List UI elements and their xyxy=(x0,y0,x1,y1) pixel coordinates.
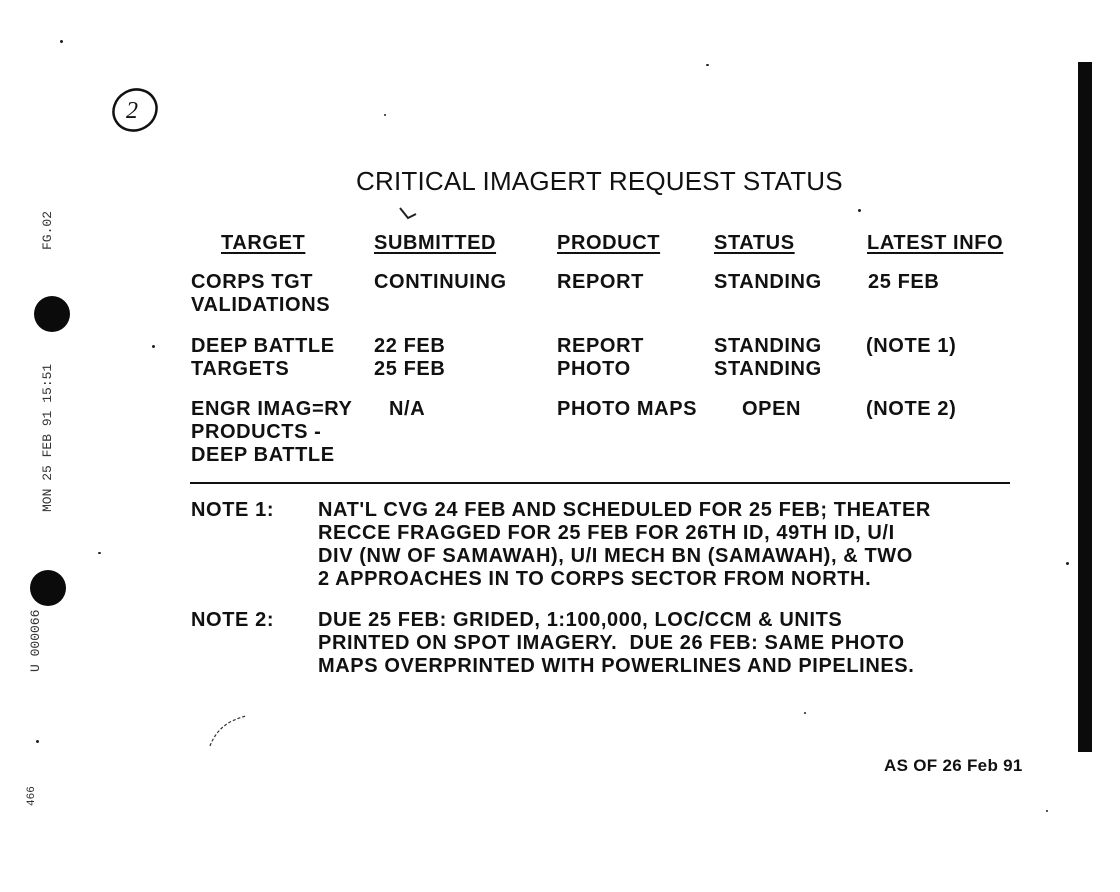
row2-product-line1: REPORT xyxy=(557,335,644,357)
page-code-stamp: FG.02 xyxy=(40,210,55,250)
page-mark-text: 2 xyxy=(126,98,138,124)
note1-label: NOTE 1: xyxy=(191,499,275,521)
note2-line3: MAPS OVERPRINTED WITH POWERLINES AND PIPELINES. xyxy=(318,655,915,677)
document-id-stamp: U 000066 xyxy=(28,609,43,672)
row1-target-line2: VALIDATIONS xyxy=(191,294,331,316)
scan-speck xyxy=(804,712,806,714)
note2-label: NOTE 2: xyxy=(191,609,275,631)
row2-submitted-line1: 22 FEB xyxy=(374,335,446,357)
document-title: CRITICAL IMAGERT REQUEST STATUS xyxy=(356,166,843,196)
row2-target-line1: DEEP BATTLE xyxy=(191,335,335,357)
scan-speck xyxy=(706,64,709,66)
as-of-date: AS OF 26 Feb 91 xyxy=(884,756,1023,775)
scan-speck xyxy=(384,114,386,116)
row3-status: OPEN xyxy=(742,398,802,420)
row3-product: PHOTO MAPS xyxy=(557,398,698,420)
fax-timestamp-stamp: MON 25 FEB 91 15:51 xyxy=(40,363,55,512)
row3-target-line1: ENGR IMAG=RY xyxy=(191,398,353,420)
scan-speck xyxy=(36,740,39,743)
row2-product-line2: PHOTO xyxy=(557,358,631,380)
row1-target-line1: CORPS TGT xyxy=(191,271,314,293)
scan-speck xyxy=(60,40,63,43)
row2-submitted-line2: 25 FEB xyxy=(374,358,446,380)
header-submitted: SUBMITTED xyxy=(374,232,497,254)
table-notes-divider xyxy=(190,482,1010,484)
scan-scribble xyxy=(206,710,250,750)
note1-line3: DIV (NW OF SAMAWAH), U/I MECH BN (SAMAWAH), & TWO xyxy=(318,545,913,567)
scan-speck xyxy=(858,209,861,212)
circled-page-number xyxy=(108,82,162,136)
row2-target-line2: TARGETS xyxy=(191,358,290,380)
right-edge-bar xyxy=(1078,62,1092,752)
scan-speck xyxy=(1046,810,1048,812)
row3-latest: (NOTE 2) xyxy=(866,398,957,420)
row1-latest: 25 FEB xyxy=(868,271,940,293)
row3-submitted: N/A xyxy=(389,398,426,420)
row2-latest: (NOTE 1) xyxy=(866,335,957,357)
scan-speck xyxy=(98,552,101,554)
row3-target-line3: DEEP BATTLE xyxy=(191,444,335,466)
scan-speck xyxy=(152,345,155,348)
scan-speck xyxy=(1066,562,1069,565)
header-target: TARGET xyxy=(221,232,306,254)
note2-line2: PRINTED ON SPOT IMAGERY. DUE 26 FEB: SAME PHOTO xyxy=(318,632,905,654)
header-latest-info: LATEST INFO xyxy=(867,232,1004,254)
row3-target-line2: PRODUCTS - xyxy=(191,421,322,443)
row2-status-line1: STANDING xyxy=(714,335,822,357)
row1-status: STANDING xyxy=(714,271,822,293)
punch-hole-bottom xyxy=(30,570,66,606)
row1-product: REPORT xyxy=(557,271,644,293)
bottom-margin-mark: 466 xyxy=(26,786,38,806)
punch-hole-top xyxy=(34,296,70,332)
note1-line4: 2 APPROACHES IN TO CORPS SECTOR FROM NORTH. xyxy=(318,568,872,590)
note2-line1: DUE 25 FEB: GRIDED, 1:100,000, LOC/CCM & UNITS xyxy=(318,609,843,631)
note1-line2: RECCE FRAGGED FOR 25 FEB FOR 26TH ID, 49TH ID, U/I xyxy=(318,522,895,544)
header-product: PRODUCT xyxy=(557,232,661,254)
row2-status-line2: STANDING xyxy=(714,358,822,380)
header-status: STATUS xyxy=(714,232,795,254)
row1-submitted: CONTINUING xyxy=(374,271,507,293)
note1-line1: NAT'L CVG 24 FEB AND SCHEDULED FOR 25 FEB; THEATER xyxy=(318,499,931,521)
scan-mark xyxy=(396,206,422,226)
